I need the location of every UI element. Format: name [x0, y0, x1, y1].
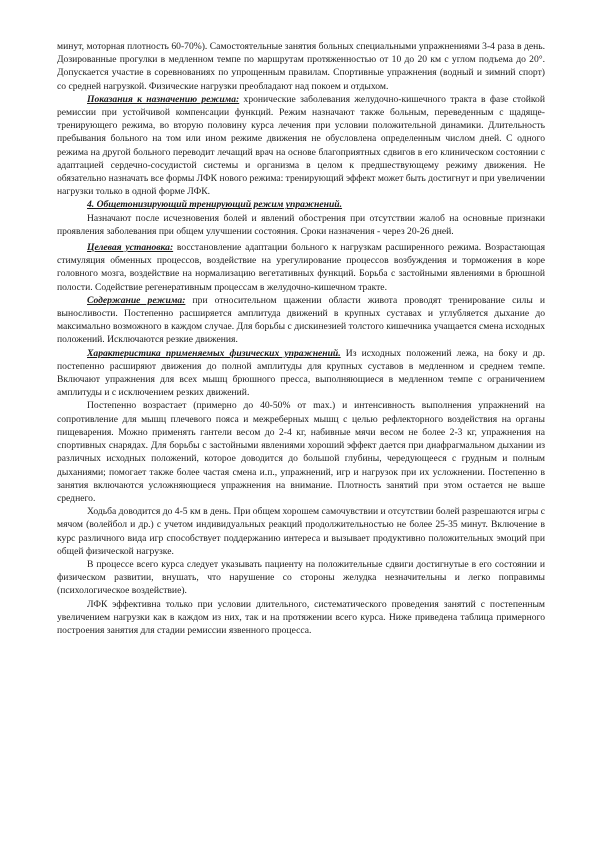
paragraph-text: при относительном щажении области живота проводят тренирование силы и выносливости. Постепенно расширяется амплитуда движений в крупных суставах и углубляется дыхание до максимально возможного в каждом случае. Для борьбы с дискинезией толстого кишечника учащается смена исходных положений. Исключаются резкие движения.	[57, 294, 546, 346]
paragraph-lead: Характеристика применяемых физических упражнений.	[87, 347, 341, 359]
paragraph-text: хронические заболевания желудочно-кишечного тракта в фазе стойкой ремиссии при устойчивой компенсации функций. Режим назначают также больным, переведенным с щадяще-тренирующего режима, во вторую половину курса лечения при условии положительной динамики. Длительность пребывания больного на том или ином режиме движения не обусловлена определенным числом дней. С одного режима на другой больного переводит лечащий врач на основе благоприятных сдвигов в его клиническом состоянии с адаптацией сердечно-сосудистой системы и организма в целом к предшествующему режиму движения. Не обязательно назначать все формы ЛФК нового режима: тренирующий эффект может быть достигнут и при увеличении нагрузки только в одной форме ЛФК.	[57, 93, 545, 198]
paragraph	[57, 505, 545, 558]
paragraph-text: восстановление адаптации больного к нагрузкам расширенного режима. Возрастающая стимуляция обменных процессов, воздействие на урегулирование процессов возбуждения и торможения в коре головного мозга, воздействие на нормализацию вегетативных функций. Борьба с застойными явлениями в брюшной полости. Содействие регенеративным процессам в желудочно-кишечном тракте.	[57, 242, 545, 293]
paragraph-lead: Целевая установка:	[87, 242, 174, 254]
paragraph	[57, 558, 545, 598]
paragraph	[57, 93, 545, 199]
paragraph	[57, 399, 545, 505]
paragraph-text: минут, моторная плотность 60-70%). Самостоятельные занятия больных специальными упражнениями 3-4 раза в день. Дозированные прогулки в медленном темпе по маршрутам протяженностью от 10 до 20 км с углом подъема до 20°. Допускается участие в соревнованиях по упрощенным правилам. Спортивные упражнения (водный и зимний спорт) со средней нагрузкой. Физические нагрузки преобладают над покоем и отдыхом.	[57, 41, 545, 92]
paragraph-lead: Содержание режима:	[87, 294, 186, 306]
paragraph-text: В процессе всего курса следует указывать пациенту на положительные сдвиги достигнутые в его состоянии и физическом развитии, внушать, что нарушение со стороны желудка незначительны и легко поправимы (психологическое воздействие).	[57, 558, 545, 597]
section-heading	[57, 198, 545, 211]
paragraph	[57, 241, 545, 294]
paragraph	[57, 598, 545, 638]
paragraph	[57, 294, 545, 347]
paragraph-text: Постепенно возрастает (примерно до 40-50% от max.) и интенсивность выполнения упражнений на сопротивление для мышц плечевого пояса и межреберных мышц с целью рефлекторного воздействия на органы пищеварения. Можно применять гантели весом до 2-4 кг, набивные мячи весом не более 2-3 кг, упражнения на спортивных снарядах. Для борьбы с застойными явлениями хороший эффект дается при диафрагмальном дыхании из различных исходных положений, которое доводится до большой глубины, чередующееся с грудным и полным дыханиями; помогает также более частая смена и.п., упражнений, игр и нагрузок при их усложнении. Постепенно в занятия включаются усложняющиеся упражнения на внимание. Плотность занятий при этом остается не выше среднего.	[57, 400, 545, 504]
paragraph-text: Ходьба доводится до 4-5 км в день. При общем хорошем самочувствии и отсутствии болей разрешаются игры с мячом (волейбол и др.) с учетом индивидуальных реакций продолжительностью не более 25-35 минут. Включение в курс различного вида игр способствует поддержанию интереса и вызывает продуктивно положительных эмоций при общей физической нагрузке.	[57, 506, 545, 557]
paragraph	[57, 40, 545, 93]
paragraph	[57, 347, 545, 400]
section-heading-text: 4. Общетонизирующий тренирующий режим упражнений.	[87, 199, 343, 211]
paragraph	[57, 212, 545, 238]
paragraph-text: Из исходных положений лежа, на боку и др. постепенно расширяют движения до полной амплитуды для крупных суставов в медленном и среднем темпе. Включают упражнения для всех мышц брюшного пресса, выполняющиеся в медленном темпе с ограничением амплитуды и с исключением резких движений.	[57, 347, 545, 399]
paragraph-text: ЛФК эффективна только при условии длительного, систематического проведения занятий с постепенным увеличением нагрузки как в каждом из них, так и на протяжении всего курса. Ниже приведена таблица примерного построения занятия для стадии ремиссии язвенного процесса.	[57, 598, 545, 636]
paragraph-text: Назначают после исчезновения болей и явлений обострения при отсутствии жалоб на основные признаки проявления заболевания при общем улучшении состояния. Сроки назначения - через 20-26 дней.	[57, 212, 545, 237]
paragraph-lead: Показания к назначению режима:	[87, 93, 240, 105]
